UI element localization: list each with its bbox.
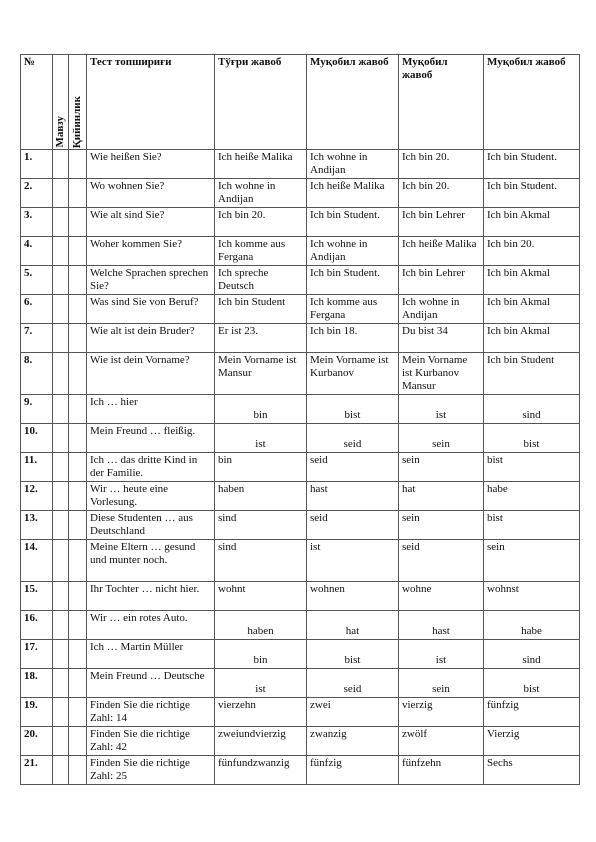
row-correct-answer: Ich komme aus Fergana (215, 237, 307, 266)
row-alternative-3: Ich bin Student (484, 353, 580, 395)
row-difficulty (69, 324, 87, 353)
row-alternative-2: Ich bin Lehrer (399, 208, 484, 237)
row-task: Wie alt ist dein Bruder? (87, 324, 215, 353)
row-correct-answer (215, 669, 307, 698)
row-topic (53, 511, 69, 540)
row-number: 20. (21, 727, 53, 756)
row-alternative-2: zwölf (399, 727, 484, 756)
row-task: Mein Freund … fleißig. (87, 424, 215, 453)
row-topic (53, 640, 69, 669)
row-alternative-2: Ich wohne in Andijan (399, 295, 484, 324)
row-task: Mein Freund … Deutsche (87, 669, 215, 698)
row-task: Was sind Sie von Beruf? (87, 295, 215, 324)
row-alternative-3: Ich bin Student. (484, 150, 580, 179)
row-difficulty (69, 540, 87, 582)
row-alternative-1: fünfzig (307, 756, 399, 785)
row-alternative-3: Ich bin 20. (484, 237, 580, 266)
row-alternative-3: bist (484, 511, 580, 540)
row-difficulty (69, 756, 87, 785)
row-alternative-1: Ich heiße Malika (307, 179, 399, 208)
row-alternative-2: Ich bin 20. (399, 179, 484, 208)
row-number: 15. (21, 582, 53, 611)
table-row (21, 756, 580, 785)
row-correct-answer: Ich spreche Deutsch (215, 266, 307, 295)
row-alternative-2: fünfzehn (399, 756, 484, 785)
row-task: Wie alt sind Sie? (87, 208, 215, 237)
row-alternative-2 (399, 640, 484, 669)
row-correct-answer (215, 611, 307, 640)
row-number: 14. (21, 540, 53, 582)
table-row (21, 540, 580, 582)
row-difficulty (69, 179, 87, 208)
header-alternative-2: Муқобил жавоб (399, 55, 484, 150)
row-difficulty (69, 424, 87, 453)
row-correct-answer: haben (215, 482, 307, 511)
header-row (21, 55, 580, 150)
row-topic (53, 727, 69, 756)
row-alternative-3-text: sind (522, 409, 541, 421)
row-topic (53, 698, 69, 727)
table-row (21, 295, 580, 324)
row-difficulty (69, 698, 87, 727)
row-alternative-3-text: bist (523, 438, 540, 450)
row-number: 6. (21, 295, 53, 324)
row-alternative-2-text: ist (435, 409, 447, 421)
row-topic (53, 324, 69, 353)
row-difficulty (69, 582, 87, 611)
row-alternative-3: habe (484, 482, 580, 511)
row-alternative-1-text: seid (343, 683, 362, 695)
table-row (21, 266, 580, 295)
table-row (21, 208, 580, 237)
row-correct-answer: fünfundzwanzig (215, 756, 307, 785)
table-row (21, 511, 580, 540)
row-topic (53, 611, 69, 640)
row-difficulty (69, 640, 87, 669)
row-correct-answer: Mein Vorname ist Mansur (215, 353, 307, 395)
row-topic (53, 395, 69, 424)
row-alternative-1 (307, 395, 399, 424)
row-alternative-1: zwei (307, 698, 399, 727)
row-number: 10. (21, 424, 53, 453)
row-alternative-3: Vierzig (484, 727, 580, 756)
row-number: 12. (21, 482, 53, 511)
row-difficulty (69, 727, 87, 756)
row-correct-answer-text: ist (255, 438, 266, 450)
row-task: Wie heißen Sie? (87, 150, 215, 179)
row-correct-answer-text: bin (253, 409, 268, 421)
table-row (21, 150, 580, 179)
row-correct-answer (215, 424, 307, 453)
row-alternative-2: Mein Vorname ist Kurbanov Mansur (399, 353, 484, 395)
row-difficulty (69, 295, 87, 324)
row-task: Finden Sie die richtige Zahl: 25 (87, 756, 215, 785)
row-correct-answer: zweiundvierzig (215, 727, 307, 756)
row-alternative-1: Ich wohne in Andijan (307, 237, 399, 266)
row-number: 4. (21, 237, 53, 266)
row-correct-answer-text: haben (247, 625, 274, 637)
row-difficulty (69, 208, 87, 237)
row-alternative-1: Ich bin 18. (307, 324, 399, 353)
table-row (21, 582, 580, 611)
row-number: 11. (21, 453, 53, 482)
row-correct-answer (215, 640, 307, 669)
row-alternative-3-text: bist (523, 683, 540, 695)
row-alternative-1: seid (307, 453, 399, 482)
row-alternative-2: Du bist 34 (399, 324, 484, 353)
row-alternative-1: hast (307, 482, 399, 511)
row-correct-answer: Ich heiße Malika (215, 150, 307, 179)
row-number: 16. (21, 611, 53, 640)
row-topic (53, 266, 69, 295)
row-topic (53, 540, 69, 582)
row-alternative-3 (484, 669, 580, 698)
table-row (21, 179, 580, 208)
row-number: 19. (21, 698, 53, 727)
row-alternative-3: Ich bin Akmal (484, 208, 580, 237)
row-task: Woher kommen Sie? (87, 237, 215, 266)
row-alternative-3: Ich bin Akmal (484, 324, 580, 353)
row-topic (53, 582, 69, 611)
row-topic (53, 669, 69, 698)
row-alternative-1: zwanzig (307, 727, 399, 756)
row-difficulty (69, 266, 87, 295)
row-alternative-1: seid (307, 511, 399, 540)
row-correct-answer-text: bin (253, 654, 268, 666)
row-task: Wir … heute eine Vorlesung. (87, 482, 215, 511)
row-alternative-2: seid (399, 540, 484, 582)
header-task: Тест топшириғи (87, 55, 215, 150)
table-row (21, 698, 580, 727)
row-alternative-1: Ich bin Student. (307, 266, 399, 295)
table-body (21, 150, 580, 785)
row-number: 21. (21, 756, 53, 785)
row-alternative-3: Ich bin Student. (484, 179, 580, 208)
row-difficulty (69, 611, 87, 640)
row-alternative-1 (307, 611, 399, 640)
row-correct-answer-text: ist (255, 683, 266, 695)
row-alternative-3-text: sind (522, 654, 541, 666)
table-row (21, 453, 580, 482)
row-number: 2. (21, 179, 53, 208)
row-difficulty (69, 453, 87, 482)
table-row (21, 324, 580, 353)
row-alternative-1 (307, 424, 399, 453)
row-number: 5. (21, 266, 53, 295)
header-correct-answer: Тўғри жавоб (215, 55, 307, 150)
row-number: 18. (21, 669, 53, 698)
row-difficulty (69, 482, 87, 511)
row-topic (53, 756, 69, 785)
row-task: Wir … ein rotes Auto. (87, 611, 215, 640)
row-alternative-2 (399, 611, 484, 640)
header-number: № (21, 55, 53, 150)
row-number: 1. (21, 150, 53, 179)
row-correct-answer: wohnt (215, 582, 307, 611)
row-alternative-3 (484, 611, 580, 640)
row-difficulty (69, 511, 87, 540)
row-task: Finden Sie die richtige Zahl: 14 (87, 698, 215, 727)
row-alternative-1: Ich komme aus Fergana (307, 295, 399, 324)
row-number: 3. (21, 208, 53, 237)
row-correct-answer: sind (215, 540, 307, 582)
table-row (21, 482, 580, 511)
row-alternative-3 (484, 424, 580, 453)
row-topic (53, 482, 69, 511)
row-number: 8. (21, 353, 53, 395)
table-row (21, 640, 580, 669)
row-alternative-2 (399, 395, 484, 424)
row-task: Ich … hier (87, 395, 215, 424)
row-task: Ihr Tochter … nicht hier. (87, 582, 215, 611)
row-topic (53, 424, 69, 453)
row-correct-answer: sind (215, 511, 307, 540)
table-row (21, 727, 580, 756)
row-correct-answer: Ich bin 20. (215, 208, 307, 237)
row-alternative-1-text: hat (345, 625, 360, 637)
test-table (20, 54, 580, 785)
row-difficulty (69, 395, 87, 424)
row-alternative-2 (399, 424, 484, 453)
row-alternative-3: fünfzig (484, 698, 580, 727)
table-row (21, 424, 580, 453)
row-number: 7. (21, 324, 53, 353)
row-alternative-1: Ich bin Student. (307, 208, 399, 237)
row-number: 17. (21, 640, 53, 669)
row-correct-answer (215, 395, 307, 424)
table-row (21, 395, 580, 424)
row-alternative-3: bist (484, 453, 580, 482)
row-task: Diese Studenten … aus Deutschland (87, 511, 215, 540)
row-task: Ich … Martin Müller (87, 640, 215, 669)
row-alternative-1: Ich wohne in Andijan (307, 150, 399, 179)
row-task: Finden Sie die richtige Zahl: 42 (87, 727, 215, 756)
row-alternative-3: Sechs (484, 756, 580, 785)
header-alternative-3: Муқобил жавоб (484, 55, 580, 150)
row-correct-answer: vierzehn (215, 698, 307, 727)
table-row (21, 353, 580, 395)
header-difficulty (69, 55, 87, 150)
row-alternative-2-text: ist (435, 654, 447, 666)
header-alternative-1: Муқобил жавоб (307, 55, 399, 150)
row-topic (53, 150, 69, 179)
row-topic (53, 237, 69, 266)
header-topic (53, 55, 69, 150)
row-topic (53, 353, 69, 395)
row-alternative-1: ist (307, 540, 399, 582)
row-number: 9. (21, 395, 53, 424)
row-alternative-1 (307, 669, 399, 698)
table-row (21, 611, 580, 640)
row-alternative-2: sein (399, 453, 484, 482)
row-alternative-2: sein (399, 511, 484, 540)
row-alternative-2: hat (399, 482, 484, 511)
row-topic (53, 295, 69, 324)
row-task: Wie ist dein Vorname? (87, 353, 215, 395)
row-alternative-3: Ich bin Akmal (484, 266, 580, 295)
row-difficulty (69, 237, 87, 266)
row-number: 13. (21, 511, 53, 540)
table-row (21, 669, 580, 698)
table-row (21, 237, 580, 266)
row-correct-answer: Ich wohne in Andijan (215, 179, 307, 208)
row-alternative-2: wohne (399, 582, 484, 611)
row-difficulty (69, 150, 87, 179)
row-alternative-2-text: sein (432, 438, 450, 450)
row-alternative-3: wohnst (484, 582, 580, 611)
row-difficulty (69, 353, 87, 395)
row-alternative-3-text: habe (521, 625, 542, 637)
row-alternative-2-text: sein (432, 683, 450, 695)
header-topic-label: Мавзу (54, 116, 66, 148)
row-alternative-3: sein (484, 540, 580, 582)
row-alternative-1: Mein Vorname ist Kurbanov (307, 353, 399, 395)
row-alternative-2: vierzig (399, 698, 484, 727)
row-alternative-1: wohnen (307, 582, 399, 611)
row-alternative-2: Ich bin 20. (399, 150, 484, 179)
row-topic (53, 179, 69, 208)
row-alternative-3: Ich bin Akmal (484, 295, 580, 324)
row-correct-answer: bin (215, 453, 307, 482)
row-topic (53, 453, 69, 482)
row-correct-answer: Er ist 23. (215, 324, 307, 353)
row-alternative-1-text: bist (344, 409, 361, 421)
row-alternative-3 (484, 395, 580, 424)
row-correct-answer: Ich bin Student (215, 295, 307, 324)
row-task: Ich … das dritte Kind in der Familie. (87, 453, 215, 482)
row-task: Welche Sprachen sprechen Sie? (87, 266, 215, 295)
row-task: Wo wohnen Sie? (87, 179, 215, 208)
row-alternative-2: Ich heiße Malika (399, 237, 484, 266)
row-task: Meine Eltern … gesund und munter noch. (87, 540, 215, 582)
row-alternative-1 (307, 640, 399, 669)
row-alternative-3 (484, 640, 580, 669)
row-alternative-2-text: hast (432, 625, 450, 637)
row-topic (53, 208, 69, 237)
row-alternative-1-text: seid (343, 438, 362, 450)
row-alternative-1-text: bist (344, 654, 361, 666)
row-difficulty (69, 669, 87, 698)
row-alternative-2 (399, 669, 484, 698)
header-difficulty-label: Қийинлик (71, 95, 83, 148)
row-alternative-2: Ich bin Lehrer (399, 266, 484, 295)
